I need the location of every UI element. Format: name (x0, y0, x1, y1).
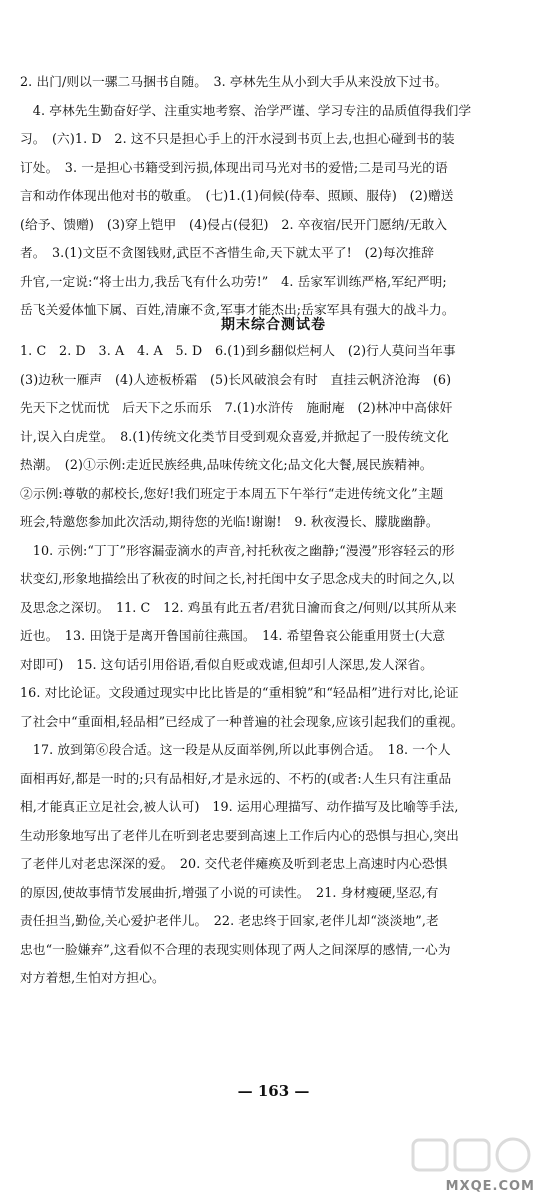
answer-line: 状变幻,形象地描绘出了秋夜的时间之长,衬托闺中女子思念戍夫的时间之久,以 (20, 571, 455, 586)
section-title: 期末综合测试卷 (221, 317, 326, 333)
answer-line: 面相再好,都是一时的;只有品相好,才是永远的、不朽的(或者:人生只有注重品 (20, 770, 452, 786)
answers-section-upper (20, 68, 528, 325)
answer-line: 了老伴儿对老忠深深的爱。 20. 交代老伴瘫痪及听到老忠上高速时内心恐惧 (20, 856, 448, 871)
answer-line: (3)边秋一雁声 (4)人迹板桥霜 (5)长风破浪会有时 直挂云帆济沧海 (6) (20, 371, 452, 387)
answer-line: 班会,特邀您参加此次活动,期待您的光临!谢谢! 9. 秋夜漫长、朦胧幽静。 (20, 514, 439, 529)
answer-line: 2. 出门/则以一骡二马捆书自随。 3. 亭林先生从小到大手从来没放下过书。 (20, 74, 448, 89)
answer-line: 10. 示例:“丁丁”形容漏壶滴水的声音,衬托秋夜之幽静;“漫漫”形容轻云的形 (20, 542, 455, 558)
answer-line: 16. 对比论证。文段通过现实中比比皆是的“重相貌”和“轻品相”进行对比,论证 (20, 685, 459, 700)
answer-line: (给予、馈赠) (3)穿上铠甲 (4)侵占(侵犯) 2. 卒夜宿/民开门愿纳/无敢入 (20, 216, 448, 232)
answers-section-final-exam (20, 337, 528, 993)
answer-line: 言和动作体现出他对书的敬重。 (七)1.(1)伺候(侍奉、照顾、服侍) (2)赠送 (20, 188, 454, 203)
answer-line: 岳飞关爱体恤下属、百姓,清廉不贪,军事才能杰出;岳家军具有强大的战斗力。 (20, 302, 455, 317)
answer-line: 升官,一定说:“将士出力,我岳飞有什么功劳!” 4. 岳家军训练严格,军纪严明; (20, 273, 447, 289)
answer-line: 17. 放到第⑥段合适。这一段是从反面举例,所以此事例合适。 18. 一个人 (20, 742, 451, 757)
answer-line: 对即可) 15. 这句话引用俗语,看似自贬或戏谑,但却引人深思,发人深省。 (20, 656, 433, 672)
answer-line: 近也。 13. 田饶于是离开鲁国前往燕国。 14. 希望鲁哀公能重用贤士(大意 (20, 628, 446, 643)
answer-line: 生动形象地写出了老伴儿在听到老忠要到高速上工作后内心的恐惧与担心,突出 (20, 827, 459, 843)
answer-line: 忠也“一脸嫌弃”,这看似不合理的表现实则体现了两人之间深厚的感情,一心为 (20, 941, 451, 957)
watermark-url: MXQE.COM (445, 1179, 535, 1194)
answer-line: 及思念之深切。 11. C 12. 鸡虽有此五者/君犹日瀹而食之/何则/以其所从来 (20, 599, 457, 615)
answer-line: 订处。 3. 一是担心书籍受到污损,体现出司马光对书的爱惜;二是司马光的语 (20, 159, 448, 175)
page-number: — 163 — (237, 1082, 310, 1100)
answer-line: 计,误入白虎堂。 8.(1)传统文化类节目受到观众喜爱,并掀起了一股传统文化 (20, 428, 449, 444)
answer-line: 4. 亭林先生勤奋好学、注重实地考察、治学严谨、学习专注的品质值得我们学 (20, 102, 472, 118)
answer-line: 对方着想,生怕对方担心。 (20, 970, 165, 985)
answer-line: 的原因,使故事情节发展曲折,增强了小说的可读性。 21. 身材瘦硬,坚忍,有 (20, 884, 439, 900)
answer-line: 热潮。 (2)①示例:走近民族经典,品味传统文化;品文化大餐,展民族精神。 (20, 457, 433, 472)
answer-line: ②示例:尊敬的郝校长,您好!我们班定于本周五下午举行“走进传统文化”主题 (20, 485, 444, 501)
answer-line: 习。 (六)1. D 2. 这不只是担心手上的汗水浸到书页上去,也担心碰到书的装 (20, 131, 455, 146)
answer-line: 1. C 2. D 3. A 4. A 5. D 6.(1)到乡翻似烂柯人 (2)行人莫问当年事 (20, 343, 456, 358)
answer-line: 者。 3.(1)文臣不贪图钱财,武臣不吝惜生命,天下就太平了! (2)每次推辞 (20, 245, 435, 260)
answer-line: 责任担当,勤俭,关心爱护老伴儿。 22. 老忠终于回家,老伴儿却“淡淡地”,老 (20, 913, 439, 928)
answer-line: 相,才能真正立足社会,被人认可) 19. 运用心理描写、动作描写及比喻等手法, (20, 799, 459, 814)
answer-line: 了社会中“重面相,轻品相”已经成了一种普遍的社会现象,应该引起我们的重视。 (20, 713, 464, 729)
answer-line: 先天下之忧而忧 后天下之乐而乐 7.(1)水浒传 施耐庵 (2)林冲中高俅奸 (20, 400, 453, 415)
